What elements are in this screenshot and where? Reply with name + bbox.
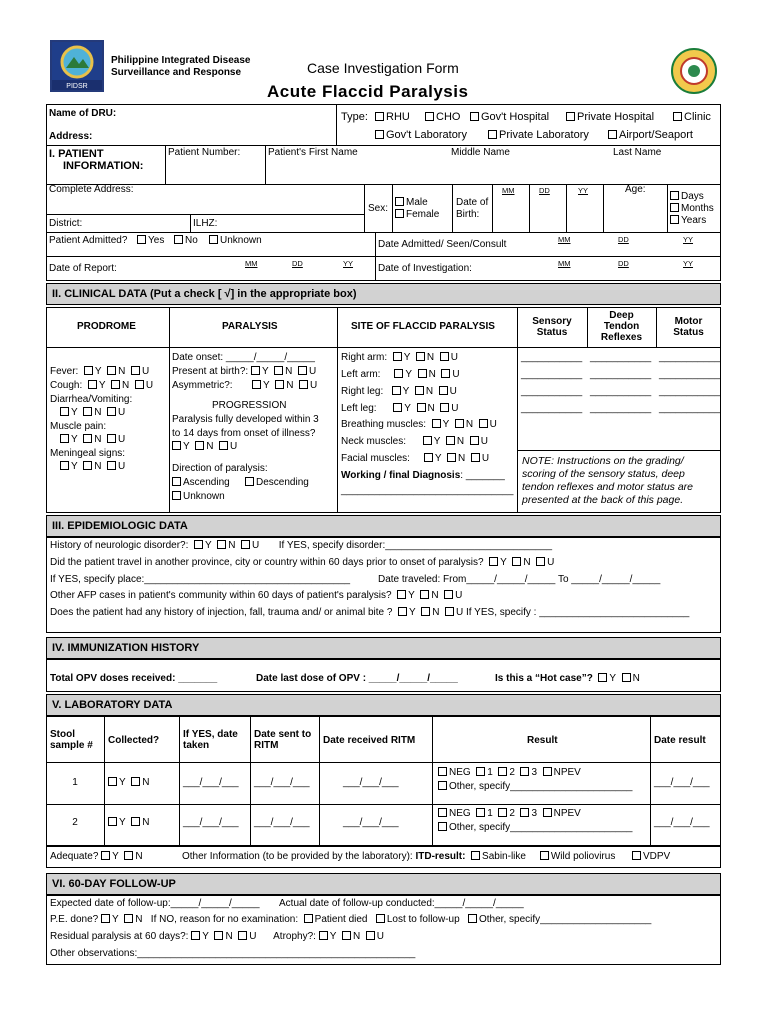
sensory-blank-4[interactable]: ___________ — [521, 403, 583, 414]
site-left-leg: Left leg: Y N U — [341, 403, 459, 414]
progression-text-1: Paralysis fully developed within 3 — [172, 414, 319, 425]
dob-label-1: Date of — [456, 197, 489, 208]
note-line-3: tendon reflexes and motor status are — [522, 481, 694, 493]
working-diagnosis-line: _______________________________ — [341, 485, 514, 496]
doh-seal — [671, 48, 717, 94]
dru-type-govt-hospital[interactable]: Gov't Hospital — [470, 111, 549, 124]
progression-text-2: to 14 days from onset of illness? — [172, 428, 316, 439]
prodrome-fever: Fever: Y N U — [50, 366, 150, 377]
admitted-no[interactable]: No — [174, 235, 198, 247]
lab-row-2-number: 2 — [72, 817, 78, 828]
dru-type-airport[interactable]: Airport/Seaport — [608, 129, 693, 142]
patient-number-label: Patient Number: — [168, 147, 241, 158]
lab-row-1-result-options: NEG 1 2 3 NPEV — [438, 767, 581, 779]
prodrome-meningeal-label: Meningeal signs: — [50, 448, 126, 459]
lab-row-2-sent[interactable]: ___/___/___ — [254, 817, 310, 828]
lab-col-received: Date received RITM — [323, 735, 416, 746]
direction-descending[interactable]: Descending — [245, 477, 309, 489]
site-right-arm: Right arm: Y N U — [341, 352, 458, 363]
motor-blank-1[interactable]: ___________ — [659, 352, 721, 363]
age-years[interactable]: Years — [670, 215, 706, 227]
col-sensory-1: Sensory — [532, 316, 572, 327]
deep-blank-1[interactable]: ___________ — [590, 352, 652, 363]
lab-col-sent-1: Date sent to — [254, 729, 312, 740]
site-neck: Neck muscles: Y N U — [341, 436, 488, 447]
dru-type-cho[interactable]: CHO — [425, 111, 460, 124]
pidsr-logo — [50, 40, 104, 92]
dru-type-private-hospital[interactable]: Private Hospital — [566, 111, 654, 124]
lab-row-2-result-other: Other, specify______________________ — [438, 822, 633, 834]
present-at-birth: Present at birth?: Y N U — [172, 366, 317, 377]
form-type: Case Investigation Form — [307, 60, 459, 76]
prodrome-muscle-label: Muscle pain: — [50, 421, 107, 432]
lab-row-2-collected[interactable]: Y N — [108, 817, 149, 829]
dru-type-rhu[interactable]: RHU — [375, 111, 410, 124]
dob-yy: YY — [578, 186, 589, 195]
deep-blank-3[interactable]: ___________ — [590, 386, 652, 397]
note-line-4: presented at the back of this page. — [522, 494, 684, 506]
followup-observations: Other observations:__________________________________________________ — [50, 948, 416, 959]
admitted-unknown[interactable]: Unknown — [209, 235, 262, 247]
dru-type-private-lab[interactable]: Private Laboratory — [488, 129, 589, 142]
admitted-yes[interactable]: Yes — [137, 235, 164, 247]
age-label: Age: — [625, 184, 646, 195]
dob-mm: MM — [502, 186, 515, 195]
opv-last-dose: Date last dose of OPV : _____/_____/_____ — [256, 673, 458, 684]
dru-name-label: Name of DRU: — [49, 108, 117, 119]
epi-travel-dates: Date traveled: From_____/_____/_____ To _____/_____/_____ — [378, 574, 661, 585]
sex-label: Sex: — [368, 203, 389, 214]
col-motor-1: Motor — [674, 316, 703, 327]
age-months[interactable]: Months — [670, 203, 714, 215]
col-deep-2: Tendon — [603, 321, 640, 332]
section-follow-up: VI. 60-DAY FOLLOW-UP — [46, 873, 721, 895]
progression-options: Y N U — [172, 441, 237, 453]
dru-type-govt-lab[interactable]: Gov't Laboratory — [375, 129, 467, 142]
date-onset: Date onset: _____/_____/_____ — [172, 352, 315, 363]
site-breathing: Breathing muscles: Y N U — [341, 419, 497, 430]
section-laboratory-data: V. LABORATORY DATA — [46, 694, 721, 716]
lab-col-collected: Collected? — [108, 735, 160, 746]
site-facial: Facial muscles: Y N U — [341, 453, 490, 464]
report-yy: YY — [343, 259, 354, 268]
dob-label-2: Birth: — [456, 209, 480, 220]
sensory-blank-1[interactable]: ___________ — [521, 352, 583, 363]
district-label: District: — [49, 218, 83, 229]
site-right-leg: Right leg: Y N U — [341, 386, 457, 397]
lab-row-2-received[interactable]: ___/___/___ — [343, 817, 399, 828]
middle-name-label: Middle Name — [451, 147, 510, 158]
lab-row-1-date-result[interactable]: ___/___/___ — [654, 777, 710, 788]
date-admitted-label: Date Admitted/ Seen/Consult — [378, 239, 507, 250]
prodrome-diarrhea-options: Y N U — [60, 407, 125, 419]
hot-case: Is this a “Hot case”? Y N — [495, 673, 640, 684]
col-sensory-2: Status — [536, 327, 568, 338]
col-paralysis: PARALYSIS — [222, 321, 278, 332]
col-site: SITE OF FLACCID PARALYSIS — [351, 321, 495, 332]
lab-row-1-result-other: Other, specify______________________ — [438, 781, 633, 793]
org-name-line1: Philippine Integrated Disease — [111, 55, 251, 66]
sex-male[interactable]: Male — [395, 197, 428, 209]
section-clinical-data: II. CLINICAL DATA (Put a check [ √] in the appropriate box) — [46, 283, 721, 305]
dru-type-label: Type: — [341, 111, 368, 123]
section-epidemiologic-data: III. EPIDEMIOLOGIC DATA — [46, 515, 721, 537]
asymmetric: Asymmetric?: Y N U — [172, 380, 318, 391]
epi-neurologic-history: History of neurologic disorder?: Y N U If YES, specify disorder:______________________________ — [50, 540, 553, 551]
deep-blank-4[interactable]: ___________ — [590, 403, 652, 414]
dru-address-label: Address: — [49, 131, 93, 142]
lab-col-date-result: Date result — [654, 735, 706, 746]
epi-other-afp: Other AFP cases in patient's community within 60 days of patient's paralysis? Y N U — [50, 590, 463, 601]
working-diagnosis: Working / final Diagnosis: _______ — [341, 470, 505, 481]
col-motor-2: Status — [673, 327, 704, 338]
epi-travel: Did the patient travel in another province, city or country within 60 days prior to onset of paralysis? Y N U — [50, 557, 555, 568]
section-patient-2: INFORMATION: — [63, 160, 144, 172]
prodrome-diarrhea-label: Diarrhea/Vomiting: — [50, 394, 133, 405]
lab-row-1-number: 1 — [72, 777, 78, 788]
admit-yy: YY — [683, 235, 694, 244]
invest-yy: YY — [683, 259, 694, 268]
lab-col-sent-2: RITM — [254, 740, 279, 751]
lab-row-1-taken[interactable]: ___/___/___ — [183, 777, 239, 788]
admit-mm: MM — [558, 235, 571, 244]
lab-row-1-received[interactable]: ___/___/___ — [343, 777, 399, 788]
epi-injection-history: Does the patient had any history of injection, fall, trauma and/ or animal bite ? Y N U If YES, specify : ___________________________ — [50, 607, 690, 618]
motor-blank-4[interactable]: ___________ — [659, 403, 721, 414]
col-deep-3: Reflexes — [600, 332, 643, 343]
page-title: Acute Flaccid Paralysis — [267, 82, 469, 101]
direction-label: Direction of paralysis: — [172, 463, 268, 474]
lab-col-stool-2: sample # — [50, 740, 93, 751]
sex-female[interactable]: Female — [395, 209, 439, 221]
followup-expected: Expected date of follow-up:_____/_____/_____ — [50, 898, 260, 909]
deep-blank-2[interactable]: ___________ — [590, 369, 652, 380]
lab-col-taken-1: If YES, date — [183, 729, 238, 740]
sensory-blank-2[interactable]: ___________ — [521, 369, 583, 380]
address-label: Complete Address: — [49, 184, 134, 195]
patient-admitted-label: Patient Admitted? — [49, 235, 128, 246]
progression-heading: PROGRESSION — [212, 400, 287, 411]
prodrome-muscle-options: Y N U — [60, 434, 125, 446]
first-name-label: Patient's First Name — [268, 147, 358, 158]
lab-col-stool-1: Stool — [50, 729, 75, 740]
lab-row-1-sent[interactable]: ___/___/___ — [254, 777, 310, 788]
followup-residual: Residual paralysis at 60 days?: Y N U Atrophy?: Y N U — [50, 931, 384, 942]
note-line-2: scoring of the sensory status, deep — [522, 468, 685, 480]
followup-actual: Actual date of follow-up conducted:_____/_____/_____ — [279, 898, 524, 909]
dob-dd: DD — [539, 186, 550, 195]
lab-row-2-date-result[interactable]: ___/___/___ — [654, 817, 710, 828]
lab-col-taken-2: taken — [183, 740, 210, 751]
section-patient: I. PATIENT — [49, 148, 104, 160]
org-name-line2: Surveillance and Response — [111, 67, 242, 78]
section-immunization-history: IV. IMMUNIZATION HISTORY — [46, 637, 721, 659]
motor-blank-3[interactable]: ___________ — [659, 386, 721, 397]
followup-pe-done: P.E. done? Y N If NO, reason for no examination: Patient died Lost to follow-up Other, specify____________________ — [50, 914, 652, 925]
invest-mm: MM — [558, 259, 571, 268]
lab-row-2-taken[interactable]: ___/___/___ — [183, 817, 239, 828]
site-left-arm: Left arm: Y N U — [341, 369, 460, 380]
invest-dd: DD — [618, 259, 629, 268]
note-line-1: NOTE: Instructions on the grading/ — [522, 455, 684, 467]
direction-unknown[interactable]: Unknown — [172, 491, 225, 503]
prodrome-cough: Cough: Y N U — [50, 380, 154, 391]
lab-adequate: Adequate? Y N — [50, 851, 143, 862]
prodrome-meningeal-options: Y N U — [60, 461, 125, 473]
lab-row-1-collected[interactable]: Y N — [108, 777, 149, 789]
direction-ascending[interactable]: Ascending — [172, 477, 230, 489]
lab-col-result: Result — [527, 735, 558, 746]
logo-text: PIDSR — [66, 83, 88, 90]
age-days[interactable]: Days — [670, 191, 704, 203]
report-dd: DD — [292, 259, 303, 268]
sensory-blank-3[interactable]: ___________ — [521, 386, 583, 397]
epi-travel-place: If YES, specify place:_____________________________________ — [50, 574, 351, 585]
col-prodrome: PRODROME — [77, 321, 136, 332]
date-investigation-label: Date of Investigation: — [378, 263, 472, 274]
ilhz-label: ILHZ: — [193, 218, 218, 229]
motor-blank-2[interactable]: ___________ — [659, 369, 721, 380]
last-name-label: Last Name — [613, 147, 662, 158]
dru-type-clinic[interactable]: Clinic — [673, 111, 711, 124]
opv-doses: Total OPV doses received: _______ — [50, 673, 218, 684]
date-of-report-label: Date of Report: — [49, 263, 117, 274]
report-mm: MM — [245, 259, 258, 268]
lab-other-info: Other Information (to be provided by the laboratory): ITD-result: Sabin-like Wild poliovirus VDPV — [182, 851, 671, 862]
admit-dd: DD — [618, 235, 629, 244]
lab-row-2-result-options: NEG 1 2 3 NPEV — [438, 808, 581, 820]
col-deep-1: Deep — [609, 310, 634, 321]
